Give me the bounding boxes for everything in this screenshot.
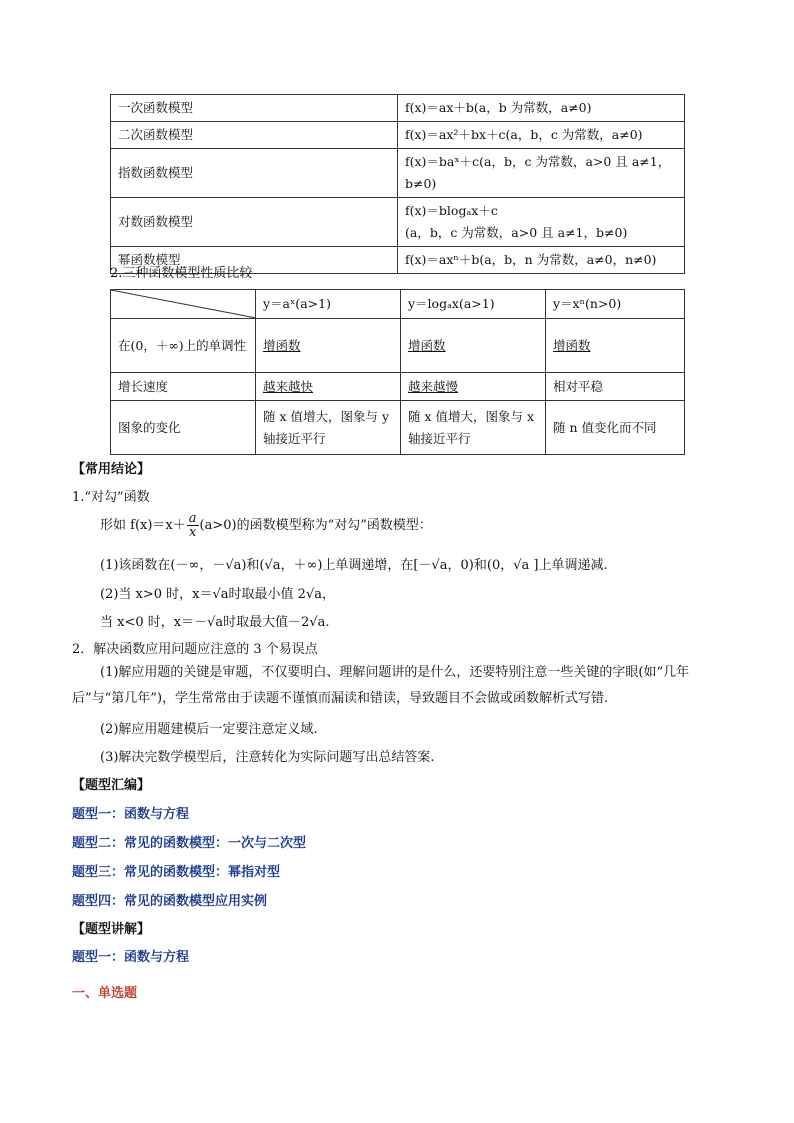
conclusions-heading: 【常用结论】 xyxy=(72,462,151,477)
table-row xyxy=(111,95,685,122)
table-row xyxy=(111,149,685,198)
model-name: 幂函数模型 xyxy=(111,247,398,274)
explain-topic: 题型一：函数与方程 xyxy=(72,950,190,965)
fraction xyxy=(187,512,199,539)
conclusion-paragraph: (2)解应用题建模后一定要注意定义域. xyxy=(100,722,318,737)
column-header: y＝logₐx(a>1) xyxy=(401,290,546,319)
topic-link[interactable]: 题型四：常见的函数模型应用实例 xyxy=(72,894,268,909)
model-formula: f(x)＝ax²＋bx＋c(a，b，c 为常数，a≠0) xyxy=(398,122,685,149)
row-label: 在(0，＋∞)上的单调性 xyxy=(111,319,256,373)
conclusion-paragraph: (1)该函数在(－∞，－√a)和(√a，＋∞)上单调递增，在[－√a，0)和(0，√a ]上单调递减. xyxy=(100,558,608,573)
topic-link[interactable]: 题型二：常见的函数模型：一次与二次型 xyxy=(72,836,307,851)
table-row xyxy=(111,198,685,247)
formula-line: (a，b，c 为常数，a>0 且 a≠1，b≠0) xyxy=(405,225,628,240)
table-cell: 越来越慢 xyxy=(401,373,546,401)
table-row xyxy=(111,373,685,401)
topic-link[interactable]: 题型一：函数与方程 xyxy=(72,807,190,822)
table-cell: 随 x 值增大，图象与 x 轴接近平行 xyxy=(401,401,546,455)
conclusion-paragraph: (1)解应用题的关键是审题，不仅要明白、理解问题讲的是什么，还要特别注意一些关键的字眼(如“几年后”与“第几年”)，学生常常由于读题不谨慎而漏读和错读，导致题目不会做或函数解析式写错. xyxy=(72,665,690,706)
section-subheading: 一、单选题 xyxy=(72,986,138,1001)
topic-link[interactable]: 题型三：常见的函数模型：幂指对型 xyxy=(72,865,281,880)
table-cell: 随 n 值变化而不同 xyxy=(546,401,685,455)
diagonal-line xyxy=(111,290,256,318)
text-segment: (a>0)的函数模型称为“对勾”函数模型： xyxy=(199,518,432,533)
row-label: 图象的变化 xyxy=(111,401,256,455)
fraction-numerator: a xyxy=(188,511,197,526)
section-title: 2.三种函数模型性质比较 xyxy=(110,266,253,281)
table-header-row xyxy=(111,290,685,319)
column-header: y＝aˣ(a>1) xyxy=(256,290,401,319)
model-name: 指数函数模型 xyxy=(111,149,398,198)
fraction-denominator: x xyxy=(188,525,197,540)
model-name: 二次函数模型 xyxy=(111,122,398,149)
table-cell: 增函数 xyxy=(401,319,546,373)
conclusion-paragraph: (3)解决完数学模型后，注意转化为实际问题写出总结答案. xyxy=(100,750,435,765)
conclusion-item-title: 1.“对勾”函数 xyxy=(72,490,150,505)
table-cell: 越来越快 xyxy=(256,373,401,401)
diagonal-header-cell xyxy=(111,290,256,319)
model-formula: f(x)＝baˣ＋c(a，b，c 为常数，a>0 且 a≠1，b≠0) xyxy=(398,149,685,198)
conclusion-item-title: 2．解决函数应用问题应注意的 3 个易误点 xyxy=(72,642,318,657)
table-row xyxy=(111,319,685,373)
conclusion-formula-line xyxy=(100,512,432,539)
comparison-table xyxy=(110,289,685,455)
explain-heading: 【题型讲解】 xyxy=(72,922,151,937)
column-header: y＝xⁿ(n>0) xyxy=(546,290,685,319)
model-formula: f(x)＝axⁿ＋b(a，b，n 为常数，a≠0，n≠0) xyxy=(398,247,685,274)
function-models-table xyxy=(110,94,685,274)
conclusion-paragraph: (2)当 x>0 时，x＝√a时取最小值 2√a， xyxy=(100,587,335,602)
model-name: 一次函数模型 xyxy=(111,95,398,122)
table-cell: 随 x 值增大，图象与 y 轴接近平行 xyxy=(256,401,401,455)
table-row xyxy=(111,122,685,149)
table-row xyxy=(111,401,685,455)
conclusion-paragraph: 当 x<0 时，x＝－√a时取最大值－2√a. xyxy=(100,615,330,630)
text-segment: 形如 f(x)＝x＋ xyxy=(100,518,186,533)
model-name: 对数函数模型 xyxy=(111,198,398,247)
model-formula: f(x)＝ax＋b(a，b 为常数，a≠0) xyxy=(398,95,685,122)
table-cell: 相对平稳 xyxy=(546,373,685,401)
summary-heading: 【题型汇编】 xyxy=(72,778,151,793)
table-cell: 增函数 xyxy=(546,319,685,373)
formula-line: f(x)＝blogₐx＋c xyxy=(405,203,498,218)
row-label: 增长速度 xyxy=(111,373,256,401)
model-formula xyxy=(398,198,685,247)
table-cell: 增函数 xyxy=(256,319,401,373)
